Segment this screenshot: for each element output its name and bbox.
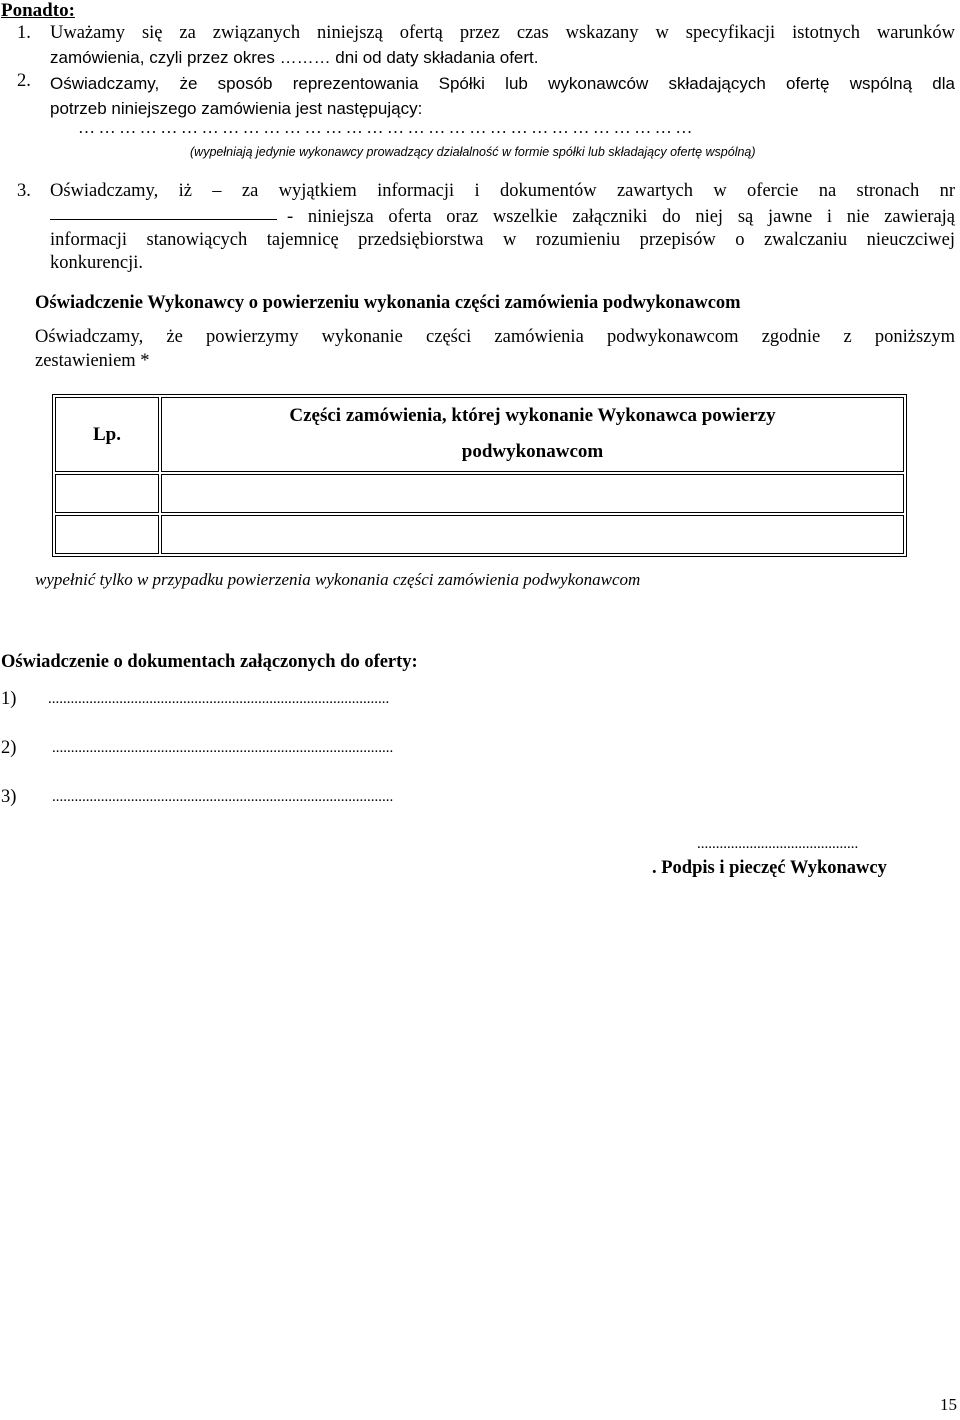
table-cell[interactable]	[55, 474, 159, 513]
subcontract-table	[52, 394, 907, 557]
subcontract-footnote: wypełnić tylko w przypadku powierzenia wykonania części zamówienia podwykonawcom	[35, 570, 641, 589]
item-1-line-2: zamówienia, czyli przez okres ……… dni od daty składania ofert.	[50, 48, 539, 67]
representation-note: (wypełniają jedynie wykonawcy prowadzący działalność w formie spółki lub składający ofertę wspólną)	[190, 145, 756, 159]
item-2-line-1: Oświadczamy, że sposób reprezentowania Spółki lub wykonawców składających ofertę wspólną dla	[50, 74, 955, 93]
item-2-line-2: potrzeb niniejszego zamówienia jest następujący:	[50, 99, 423, 118]
pages-blank-line	[50, 219, 277, 220]
table-cell[interactable]	[55, 515, 159, 554]
representation-dots-line: ………………………………………………………………………………	[78, 118, 696, 137]
table-cell[interactable]	[161, 515, 904, 554]
attachment-dots: ...........................................................................................	[52, 789, 394, 805]
item-3-line-4: konkurencji.	[50, 253, 143, 273]
item-3-line-1: Oświadczamy, iż – za wyjątkiem informacji i dokumentów zawartych w ofercie na stronach nr	[50, 181, 955, 201]
table-header-description	[161, 397, 904, 472]
table-header-desc-line-2: podwykonawcom	[461, 441, 604, 462]
table-cell[interactable]	[161, 474, 904, 513]
attachment-dots: ...........................................................................................	[48, 691, 390, 707]
attachment-dots: ...........................................................................................	[52, 740, 394, 756]
page-number: 15	[940, 1395, 957, 1414]
item-number: 2.	[17, 71, 31, 91]
subcontract-title: Oświadczenie Wykonawcy o powierzeniu wykonania części zamówienia podwykonawcom	[35, 293, 741, 313]
table-header-row	[55, 397, 904, 472]
table-header-desc-line-1: Części zamówienia, której wykonanie Wykonawca powierzy	[289, 405, 776, 426]
attachment-number: 2)	[1, 738, 17, 758]
table-header-lp: Lp.	[55, 397, 159, 472]
subcontract-line-2: zestawieniem *	[35, 351, 150, 371]
table-row	[55, 474, 904, 513]
item-number: 3.	[17, 181, 31, 201]
section-heading: Ponadto:	[1, 0, 75, 21]
item-3-line-3: informacji stanowiących tajemnicę przedsiębiorstwa w rozumieniu przepisów o zwalczaniu nieuczciwej	[50, 230, 955, 250]
signature-dots: ...........................................	[697, 836, 859, 852]
attachments-title: Oświadczenie o dokumentach załączonych do oferty:	[1, 652, 418, 672]
item-3-line-2: - niniejsza oferta oraz wszelkie załączniki do niej są jawne i nie zawierają	[287, 207, 955, 227]
item-number: 1.	[17, 23, 31, 43]
signature-label: . Podpis i pieczęć Wykonawcy	[652, 858, 887, 878]
attachment-number: 3)	[1, 787, 17, 807]
item-1-line-1: Uważamy się za związanych niniejszą ofertą przez czas wskazany w specyfikacji istotnych warunków	[50, 23, 955, 43]
subcontract-line-1: Oświadczamy, że powierzymy wykonanie części zamówienia podwykonawcom zgodnie z poniższym	[35, 327, 955, 347]
attachment-number: 1)	[1, 689, 17, 709]
table-row	[55, 515, 904, 554]
